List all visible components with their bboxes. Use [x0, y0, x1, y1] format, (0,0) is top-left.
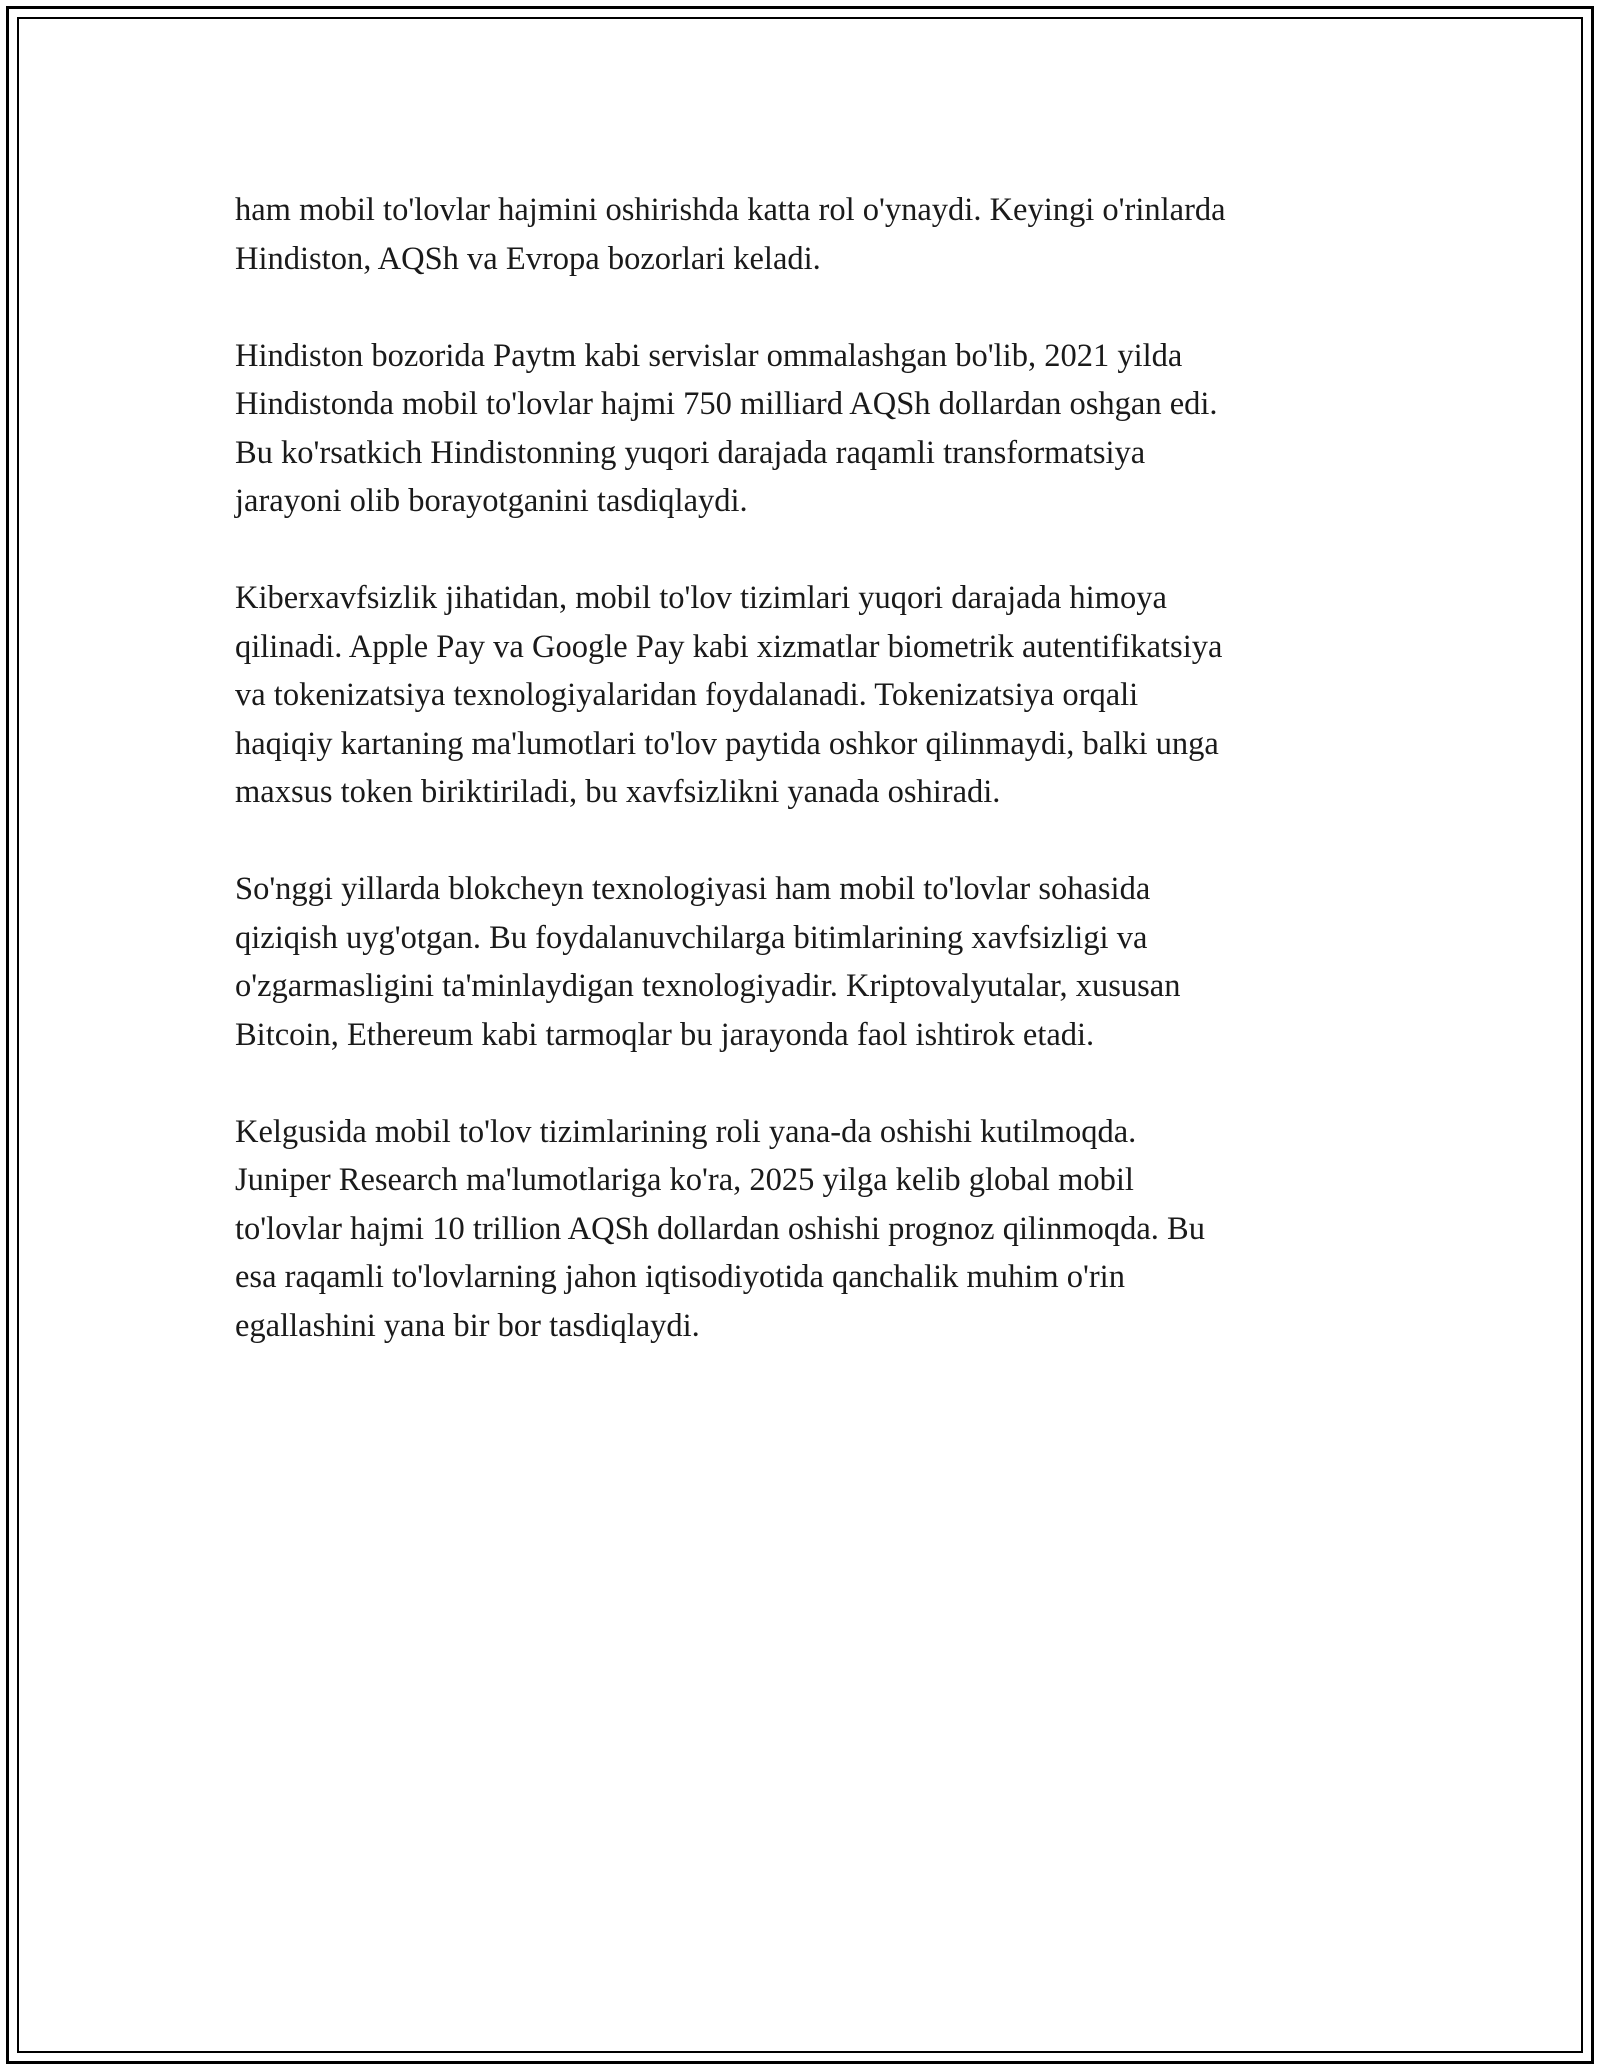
text-line: Hindistonda mobil to'lovlar hajmi 750 milliard AQSh dollardan oshgan edi.: [235, 386, 1218, 422]
text-line: ham mobil to'lovlar hajmini oshirishda katta rol o'ynaydi. Keyingi o'rinlarda: [235, 192, 1226, 228]
paragraph-4: [235, 865, 1375, 1059]
text-line: egallashini yana bir bor tasdiqlaydi.: [235, 1307, 700, 1344]
text-line: o'zgarmasligini ta'minlaydigan texnologiyadir. Kriptovalyutalar, xususan: [235, 968, 1181, 1004]
text-line: va tokenizatsiya texnologiyalaridan foydalanadi. Tokenizatsiya orqali: [235, 677, 1139, 713]
text-line: Hindiston bozorida Paytm kabi servislar ommalashgan bo'lib, 2021 yilda: [235, 337, 1183, 374]
text-line: qiziqish uyg'otgan. Bu foydalanuvchilarga bitimlarining xavfsizligi va: [235, 919, 1148, 956]
text-line: Kelgusida mobil to'lov tizimlarining roli yana-da oshishi kutilmoqda.: [235, 1113, 1137, 1150]
text-line: Kiberxavfsizlik jihatidan, mobil to'lov tizimlari yuqori darajada himoya: [235, 580, 1167, 616]
text-line: jarayoni olib borayotganini tasdiqlaydi.: [235, 483, 748, 519]
text-line: qilinadi. Apple Pay va Google Pay kabi xizmatlar biometrik autentifikatsiya: [235, 628, 1223, 665]
document-body: [235, 186, 1375, 1399]
paragraph-2: [235, 332, 1375, 526]
text-line: maxsus token biriktiriladi, bu xavfsizlikni yanada oshiradi.: [235, 774, 1001, 810]
text-line: esa raqamli to'lovlarning jahon iqtisodiyotida qanchalik muhim o'rin: [235, 1259, 1125, 1295]
text-line: Juniper Research ma'lumotlariga ko'ra, 2025 yilga kelib global mobil: [235, 1162, 1134, 1198]
text-line: Hindiston, AQSh va Evropa bozorlari keladi.: [235, 240, 821, 277]
text-line: Bu ko'rsatkich Hindistonning yuqori darajada raqamli transformatsiya: [235, 434, 1146, 471]
text-line: So'nggi yillarda blokcheyn texnologiyasi ham mobil to'lovlar sohasida: [235, 871, 1151, 907]
paragraph-3: [235, 574, 1375, 817]
text-line: Bitcoin, Ethereum kabi tarmoqlar bu jarayonda faol ishtirok etadi.: [235, 1016, 1095, 1053]
paragraph-5: [235, 1108, 1375, 1351]
text-line: to'lovlar hajmi 10 trillion AQSh dollardan oshishi prognoz qilinmoqda. Bu: [235, 1210, 1205, 1247]
text-line: haqiqiy kartaning ma'lumotlari to'lov paytida oshkor qilinmaydi, balki unga: [235, 725, 1219, 762]
paragraph-1: [235, 186, 1375, 283]
